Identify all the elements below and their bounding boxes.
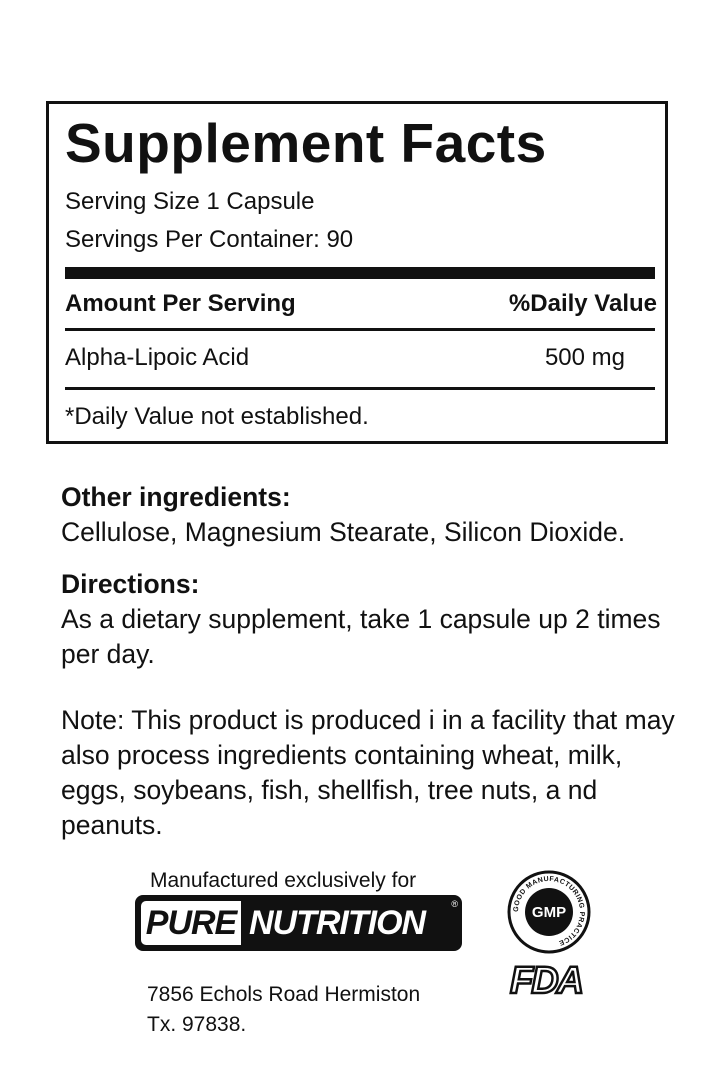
fda-logo-icon	[508, 960, 600, 998]
manufacturer-address	[147, 980, 420, 1040]
address-line-1: 7856 Echols Road Hermiston	[147, 983, 421, 1006]
serving-size: Serving Size 1 Capsule	[65, 188, 315, 215]
note-text: Note: This product is produced i in a facility that may also process ingredients containing wheat, milk, eggs, soybeans, fish, shellfish, tree nuts, a nd peanuts.	[61, 705, 675, 840]
daily-value-footnote: *Daily Value not established.	[65, 403, 369, 430]
other-ingredients-text: Cellulose, Magnesium Stearate, Silicon Dioxide.	[61, 517, 626, 547]
directions-text: As a dietary supplement, take 1 capsule up 2 times per day.	[61, 604, 661, 669]
registered-mark: ®	[451, 899, 458, 909]
amount-per-serving-header: Amount Per Serving	[65, 290, 296, 317]
pure-nutrition-logo	[135, 895, 462, 951]
ingredient-name: Alpha-Lipoic Acid	[65, 344, 250, 371]
gmp-text: GMP	[531, 904, 567, 921]
gmp-ring-text: GOOD MANUFACTURING PRACTICE	[512, 875, 586, 947]
fda-text: FDA	[510, 960, 583, 998]
facts-title: Supplement Facts	[65, 112, 547, 174]
daily-value-header: %Daily Value	[508, 290, 657, 317]
manufacturer-label: Manufactured exclusively for	[150, 869, 417, 892]
header-divider	[65, 328, 655, 331]
directions-section	[61, 567, 681, 672]
directions-title: Directions:	[61, 569, 200, 599]
address-line-2: Tx. 97838.	[147, 1013, 247, 1036]
logo-pure-text: PURE	[141, 901, 241, 945]
servings-per-container: Servings Per Container: 90	[65, 226, 354, 253]
gmp-seal-icon	[507, 870, 591, 954]
row-divider	[65, 387, 655, 390]
other-ingredients-title: Other ingredients:	[61, 482, 291, 512]
other-ingredients-section	[61, 480, 701, 550]
ingredient-amount: 500 mg	[544, 344, 625, 371]
logo-nutrition-text: NUTRITION	[249, 904, 426, 942]
note-section	[61, 703, 691, 843]
thick-divider	[65, 267, 655, 279]
supplement-facts-panel	[46, 101, 668, 444]
